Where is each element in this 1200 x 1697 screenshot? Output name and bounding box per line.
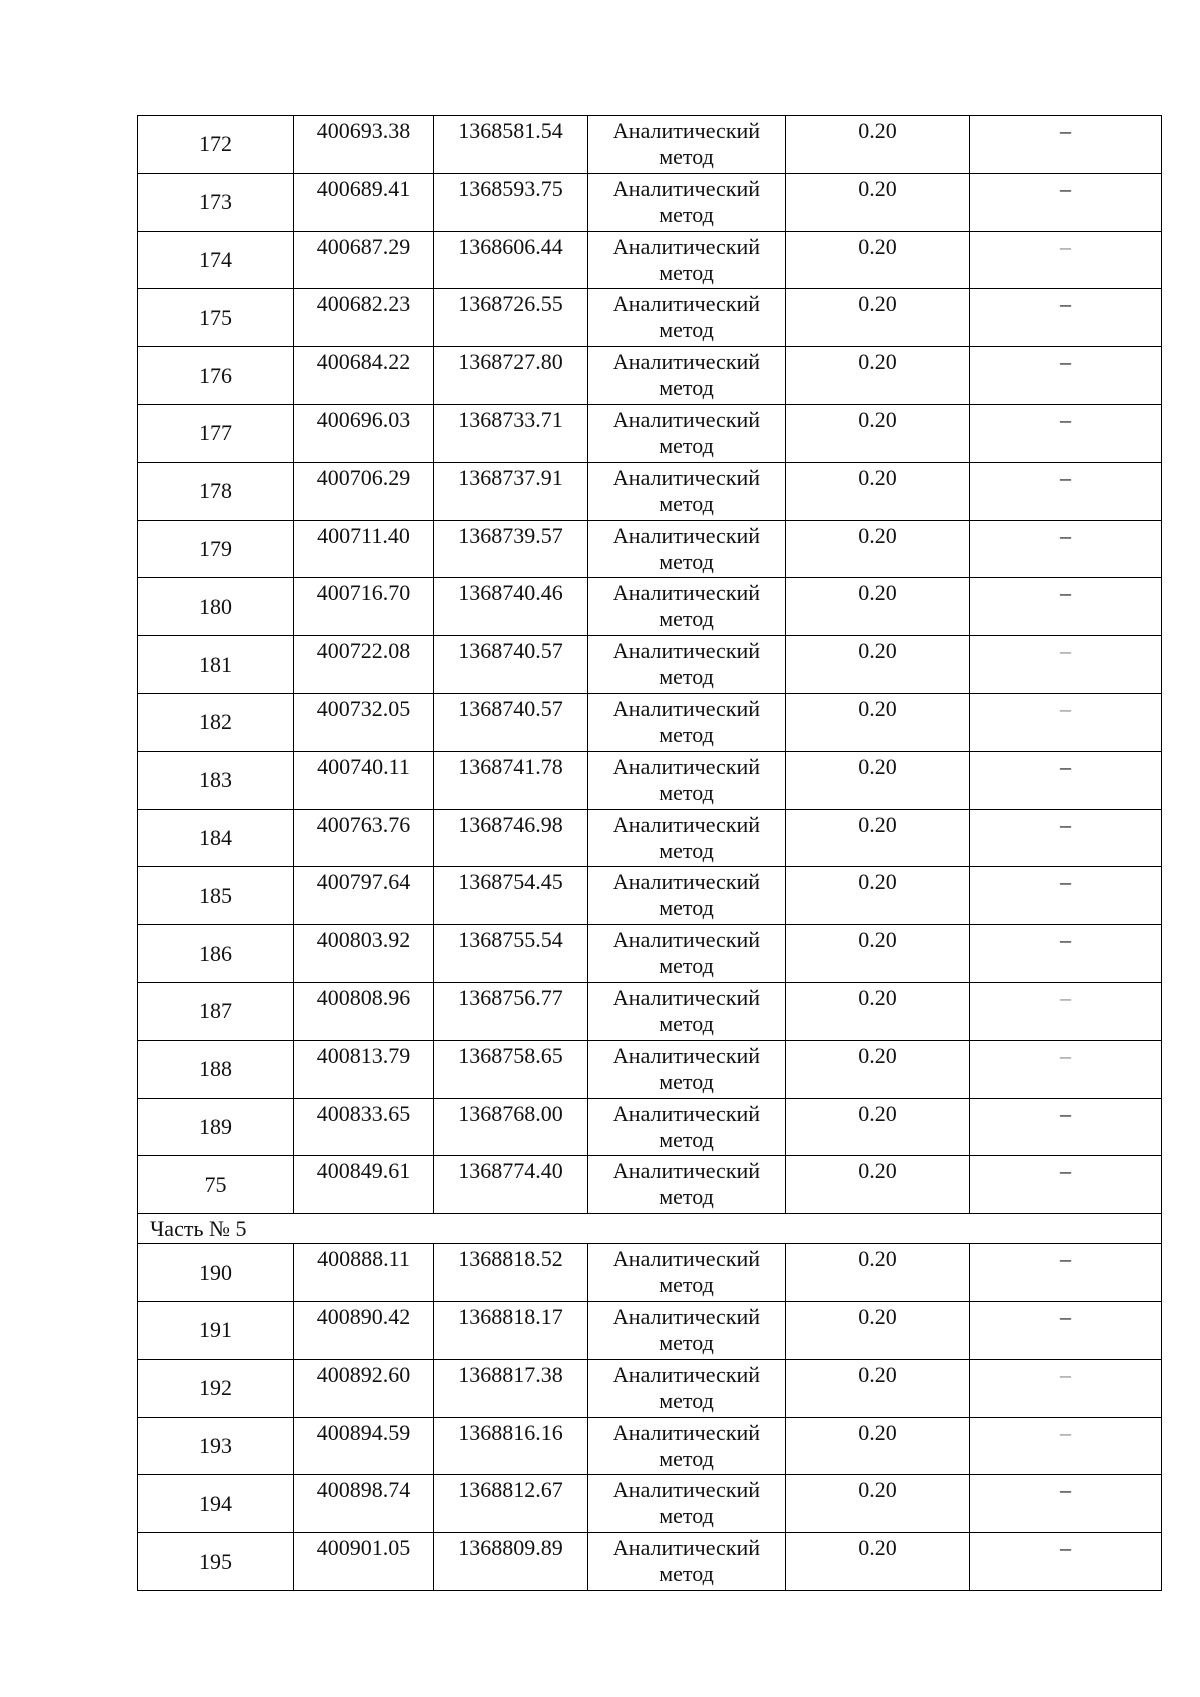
dash-mark: – xyxy=(1060,753,1071,779)
method-cell xyxy=(588,173,786,231)
point-number: 177 xyxy=(138,404,294,462)
method-cell xyxy=(588,925,786,983)
point-number: 174 xyxy=(138,231,294,289)
y-coordinate: 1368754.45 xyxy=(434,867,588,925)
table-row xyxy=(138,116,1162,174)
y-coordinate: 1368756.77 xyxy=(434,982,588,1040)
y-coordinate: 1368726.55 xyxy=(434,289,588,347)
table-row xyxy=(138,809,1162,867)
y-coordinate: 1368809.89 xyxy=(434,1533,588,1591)
note-cell xyxy=(970,404,1162,462)
dash-mark: – xyxy=(1060,1246,1071,1272)
method-cell xyxy=(588,578,786,636)
method-line-2: метод xyxy=(659,1329,714,1355)
accuracy-value: 0.20 xyxy=(786,520,970,578)
dash-mark: – xyxy=(1060,233,1071,259)
dash-mark: – xyxy=(1060,118,1071,143)
method-line-2: метод xyxy=(659,664,714,690)
table-row xyxy=(138,1244,1162,1302)
table-body-before xyxy=(138,116,1162,1214)
method-line-1: Аналитический xyxy=(612,984,761,1010)
method-line-1: Аналитический xyxy=(612,1477,761,1503)
x-coordinate: 400711.40 xyxy=(294,520,434,578)
point-number: 188 xyxy=(138,1040,294,1098)
method-line-2: метод xyxy=(659,548,714,574)
note-cell xyxy=(970,1244,1162,1302)
dash-mark: – xyxy=(1060,464,1071,490)
point-number: 186 xyxy=(138,925,294,983)
x-coordinate: 400684.22 xyxy=(294,347,434,405)
method-cell xyxy=(588,520,786,578)
table-row xyxy=(138,1475,1162,1533)
dash-mark: – xyxy=(1060,349,1071,375)
method-cell xyxy=(588,1156,786,1214)
y-coordinate: 1368812.67 xyxy=(434,1475,588,1533)
note-cell xyxy=(970,867,1162,925)
dash-mark: – xyxy=(1060,1303,1071,1329)
dash-mark: – xyxy=(1060,811,1071,837)
y-coordinate: 1368741.78 xyxy=(434,751,588,809)
accuracy-value: 0.20 xyxy=(786,404,970,462)
method-line-1: Аналитический xyxy=(612,927,761,953)
table-row xyxy=(138,1156,1162,1214)
table-row xyxy=(138,1040,1162,1098)
accuracy-value: 0.20 xyxy=(786,925,970,983)
method-cell xyxy=(588,1417,786,1475)
method-cell xyxy=(588,809,786,867)
point-number: 193 xyxy=(138,1417,294,1475)
point-number: 184 xyxy=(138,809,294,867)
method-line-1: Аналитический xyxy=(612,1100,761,1126)
method-line-1: Аналитический xyxy=(612,580,761,606)
method-line-1: Аналитический xyxy=(612,638,761,664)
x-coordinate: 400716.70 xyxy=(294,578,434,636)
dash-mark: – xyxy=(1060,927,1071,953)
table-row xyxy=(138,1533,1162,1591)
method-line-2: метод xyxy=(659,1272,714,1298)
dash-mark: – xyxy=(1060,869,1071,895)
accuracy-value: 0.20 xyxy=(786,347,970,405)
x-coordinate: 400763.76 xyxy=(294,809,434,867)
dash-mark: – xyxy=(1060,175,1071,201)
dash-mark: – xyxy=(1060,406,1071,432)
note-cell xyxy=(970,693,1162,751)
table-body-after xyxy=(138,1244,1162,1591)
method-cell xyxy=(588,1475,786,1533)
dash-mark: – xyxy=(1060,522,1071,548)
x-coordinate: 400833.65 xyxy=(294,1098,434,1156)
y-coordinate: 1368727.80 xyxy=(434,347,588,405)
point-number: 176 xyxy=(138,347,294,405)
dash-mark: – xyxy=(1060,580,1071,606)
point-number: 173 xyxy=(138,173,294,231)
method-cell xyxy=(588,231,786,289)
method-line-1: Аналитический xyxy=(612,1419,761,1445)
x-coordinate: 400696.03 xyxy=(294,404,434,462)
method-line-1: Аналитический xyxy=(612,118,761,143)
note-cell xyxy=(970,1417,1162,1475)
point-number: 182 xyxy=(138,693,294,751)
method-line-1: Аналитический xyxy=(612,753,761,779)
method-cell xyxy=(588,867,786,925)
note-cell xyxy=(970,982,1162,1040)
note-cell xyxy=(970,636,1162,694)
accuracy-value: 0.20 xyxy=(786,578,970,636)
y-coordinate: 1368755.54 xyxy=(434,925,588,983)
note-cell xyxy=(970,578,1162,636)
method-line-2: метод xyxy=(659,1126,714,1152)
x-coordinate: 400687.29 xyxy=(294,231,434,289)
y-coordinate: 1368746.98 xyxy=(434,809,588,867)
point-number: 192 xyxy=(138,1359,294,1417)
table-row xyxy=(138,867,1162,925)
method-line-1: Аналитический xyxy=(612,522,761,548)
dash-mark: – xyxy=(1060,1535,1071,1561)
y-coordinate: 1368818.17 xyxy=(434,1301,588,1359)
accuracy-value: 0.20 xyxy=(786,231,970,289)
note-cell xyxy=(970,116,1162,174)
dash-mark: – xyxy=(1060,1419,1071,1445)
x-coordinate: 400894.59 xyxy=(294,1417,434,1475)
note-cell xyxy=(970,347,1162,405)
y-coordinate: 1368581.54 xyxy=(434,116,588,174)
point-number: 183 xyxy=(138,751,294,809)
accuracy-value: 0.20 xyxy=(786,1244,970,1302)
note-cell xyxy=(970,809,1162,867)
x-coordinate: 400808.96 xyxy=(294,982,434,1040)
note-cell xyxy=(970,1533,1162,1591)
accuracy-value: 0.20 xyxy=(786,809,970,867)
x-coordinate: 400706.29 xyxy=(294,462,434,520)
accuracy-value: 0.20 xyxy=(786,462,970,520)
method-line-1: Аналитический xyxy=(612,406,761,432)
method-line-2: метод xyxy=(659,606,714,632)
method-cell xyxy=(588,693,786,751)
x-coordinate: 400898.74 xyxy=(294,1475,434,1533)
y-coordinate: 1368774.40 xyxy=(434,1156,588,1214)
method-cell xyxy=(588,1359,786,1417)
table-row xyxy=(138,693,1162,751)
accuracy-value: 0.20 xyxy=(786,1475,970,1533)
table-row xyxy=(138,289,1162,347)
accuracy-value: 0.20 xyxy=(786,116,970,174)
table-row xyxy=(138,347,1162,405)
x-coordinate: 400740.11 xyxy=(294,751,434,809)
table-row xyxy=(138,1098,1162,1156)
accuracy-value: 0.20 xyxy=(786,1040,970,1098)
point-number: 181 xyxy=(138,636,294,694)
method-line-1: Аналитический xyxy=(612,1361,761,1387)
point-number: 195 xyxy=(138,1533,294,1591)
accuracy-value: 0.20 xyxy=(786,1098,970,1156)
dash-mark: – xyxy=(1060,1477,1071,1503)
method-cell xyxy=(588,1301,786,1359)
x-coordinate: 400797.64 xyxy=(294,867,434,925)
note-cell xyxy=(970,1040,1162,1098)
point-number: 189 xyxy=(138,1098,294,1156)
method-cell xyxy=(588,116,786,174)
table-row xyxy=(138,636,1162,694)
method-cell xyxy=(588,1244,786,1302)
note-cell xyxy=(970,1301,1162,1359)
x-coordinate: 400813.79 xyxy=(294,1040,434,1098)
accuracy-value: 0.20 xyxy=(786,289,970,347)
method-cell xyxy=(588,982,786,1040)
point-number: 187 xyxy=(138,982,294,1040)
accuracy-value: 0.20 xyxy=(786,693,970,751)
x-coordinate: 400732.05 xyxy=(294,693,434,751)
x-coordinate: 400892.60 xyxy=(294,1359,434,1417)
dash-mark: – xyxy=(1060,984,1071,1010)
method-line-1: Аналитический xyxy=(612,464,761,490)
method-line-2: метод xyxy=(659,490,714,516)
table-row xyxy=(138,751,1162,809)
table-row xyxy=(138,462,1162,520)
accuracy-value: 0.20 xyxy=(786,867,970,925)
method-line-1: Аналитический xyxy=(612,1042,761,1068)
x-coordinate: 400693.38 xyxy=(294,116,434,174)
method-line-2: метод xyxy=(659,953,714,979)
accuracy-value: 0.20 xyxy=(786,173,970,231)
note-cell xyxy=(970,1475,1162,1533)
method-line-2: метод xyxy=(659,895,714,921)
method-line-2: метод xyxy=(659,375,714,401)
method-cell xyxy=(588,1533,786,1591)
y-coordinate: 1368606.44 xyxy=(434,231,588,289)
x-coordinate: 400901.05 xyxy=(294,1533,434,1591)
y-coordinate: 1368740.46 xyxy=(434,578,588,636)
method-cell xyxy=(588,404,786,462)
table-row xyxy=(138,982,1162,1040)
note-cell xyxy=(970,173,1162,231)
method-line-2: метод xyxy=(659,1445,714,1471)
x-coordinate: 400888.11 xyxy=(294,1244,434,1302)
coordinates-table xyxy=(137,115,1162,1591)
x-coordinate: 400803.92 xyxy=(294,925,434,983)
dash-mark: – xyxy=(1060,291,1071,317)
dash-mark: – xyxy=(1060,695,1071,721)
method-line-1: Аналитический xyxy=(612,1158,761,1184)
point-number: 172 xyxy=(138,116,294,174)
method-line-1: Аналитический xyxy=(612,233,761,259)
table-row xyxy=(138,173,1162,231)
table-row xyxy=(138,1359,1162,1417)
point-number: 180 xyxy=(138,578,294,636)
method-line-2: метод xyxy=(659,1561,714,1587)
dash-mark: – xyxy=(1060,1100,1071,1126)
dash-mark: – xyxy=(1060,638,1071,664)
method-line-1: Аналитический xyxy=(612,175,761,201)
table-row xyxy=(138,1417,1162,1475)
method-line-2: метод xyxy=(659,1387,714,1413)
method-line-2: метод xyxy=(659,721,714,747)
point-number: 185 xyxy=(138,867,294,925)
accuracy-value: 0.20 xyxy=(786,982,970,1040)
note-cell xyxy=(970,751,1162,809)
accuracy-value: 0.20 xyxy=(786,1417,970,1475)
point-number: 179 xyxy=(138,520,294,578)
accuracy-value: 0.20 xyxy=(786,1156,970,1214)
method-line-1: Аналитический xyxy=(612,869,761,895)
note-cell xyxy=(970,462,1162,520)
point-number: 190 xyxy=(138,1244,294,1302)
method-cell xyxy=(588,1098,786,1156)
note-cell xyxy=(970,231,1162,289)
y-coordinate: 1368758.65 xyxy=(434,1040,588,1098)
accuracy-value: 0.20 xyxy=(786,1533,970,1591)
method-line-2: метод xyxy=(659,201,714,227)
accuracy-value: 0.20 xyxy=(786,1359,970,1417)
point-number: 75 xyxy=(138,1156,294,1214)
y-coordinate: 1368593.75 xyxy=(434,173,588,231)
x-coordinate: 400682.23 xyxy=(294,289,434,347)
method-line-2: метод xyxy=(659,144,714,169)
method-line-1: Аналитический xyxy=(612,1303,761,1329)
y-coordinate: 1368733.71 xyxy=(434,404,588,462)
x-coordinate: 400722.08 xyxy=(294,636,434,694)
section-row xyxy=(138,1214,1162,1244)
method-line-1: Аналитический xyxy=(612,349,761,375)
y-coordinate: 1368740.57 xyxy=(434,693,588,751)
y-coordinate: 1368740.57 xyxy=(434,636,588,694)
section-header xyxy=(138,1214,1162,1244)
method-line-1: Аналитический xyxy=(612,695,761,721)
method-line-2: метод xyxy=(659,259,714,285)
method-cell xyxy=(588,636,786,694)
method-line-1: Аналитический xyxy=(612,1535,761,1561)
point-number: 194 xyxy=(138,1475,294,1533)
method-cell xyxy=(588,289,786,347)
method-line-1: Аналитический xyxy=(612,1246,761,1272)
table-row xyxy=(138,1301,1162,1359)
point-number: 191 xyxy=(138,1301,294,1359)
y-coordinate: 1368818.52 xyxy=(434,1244,588,1302)
x-coordinate: 400890.42 xyxy=(294,1301,434,1359)
x-coordinate: 400849.61 xyxy=(294,1156,434,1214)
method-line-2: метод xyxy=(659,432,714,458)
accuracy-value: 0.20 xyxy=(786,1301,970,1359)
note-cell xyxy=(970,925,1162,983)
table-row xyxy=(138,520,1162,578)
accuracy-value: 0.20 xyxy=(786,751,970,809)
y-coordinate: 1368816.16 xyxy=(434,1417,588,1475)
method-line-2: метод xyxy=(659,1503,714,1529)
method-line-2: метод xyxy=(659,837,714,863)
dash-mark: – xyxy=(1060,1361,1071,1387)
method-line-1: Аналитический xyxy=(612,291,761,317)
table-row xyxy=(138,404,1162,462)
table-row xyxy=(138,925,1162,983)
y-coordinate: 1368739.57 xyxy=(434,520,588,578)
point-number: 175 xyxy=(138,289,294,347)
note-cell xyxy=(970,289,1162,347)
method-line-1: Аналитический xyxy=(612,811,761,837)
method-line-2: метод xyxy=(659,317,714,343)
table-row xyxy=(138,231,1162,289)
method-cell xyxy=(588,751,786,809)
method-cell xyxy=(588,347,786,405)
section-label: Часть № 5 xyxy=(138,1214,1162,1244)
y-coordinate: 1368817.38 xyxy=(434,1359,588,1417)
method-line-2: метод xyxy=(659,779,714,805)
note-cell xyxy=(970,1156,1162,1214)
method-cell xyxy=(588,462,786,520)
y-coordinate: 1368768.00 xyxy=(434,1098,588,1156)
point-number: 178 xyxy=(138,462,294,520)
method-line-2: метод xyxy=(659,1068,714,1094)
table-row xyxy=(138,578,1162,636)
dash-mark: – xyxy=(1060,1042,1071,1068)
method-line-2: метод xyxy=(659,1184,714,1210)
method-line-2: метод xyxy=(659,1010,714,1036)
note-cell xyxy=(970,520,1162,578)
dash-mark: – xyxy=(1060,1158,1071,1184)
note-cell xyxy=(970,1098,1162,1156)
x-coordinate: 400689.41 xyxy=(294,173,434,231)
accuracy-value: 0.20 xyxy=(786,636,970,694)
note-cell xyxy=(970,1359,1162,1417)
method-cell xyxy=(588,1040,786,1098)
y-coordinate: 1368737.91 xyxy=(434,462,588,520)
